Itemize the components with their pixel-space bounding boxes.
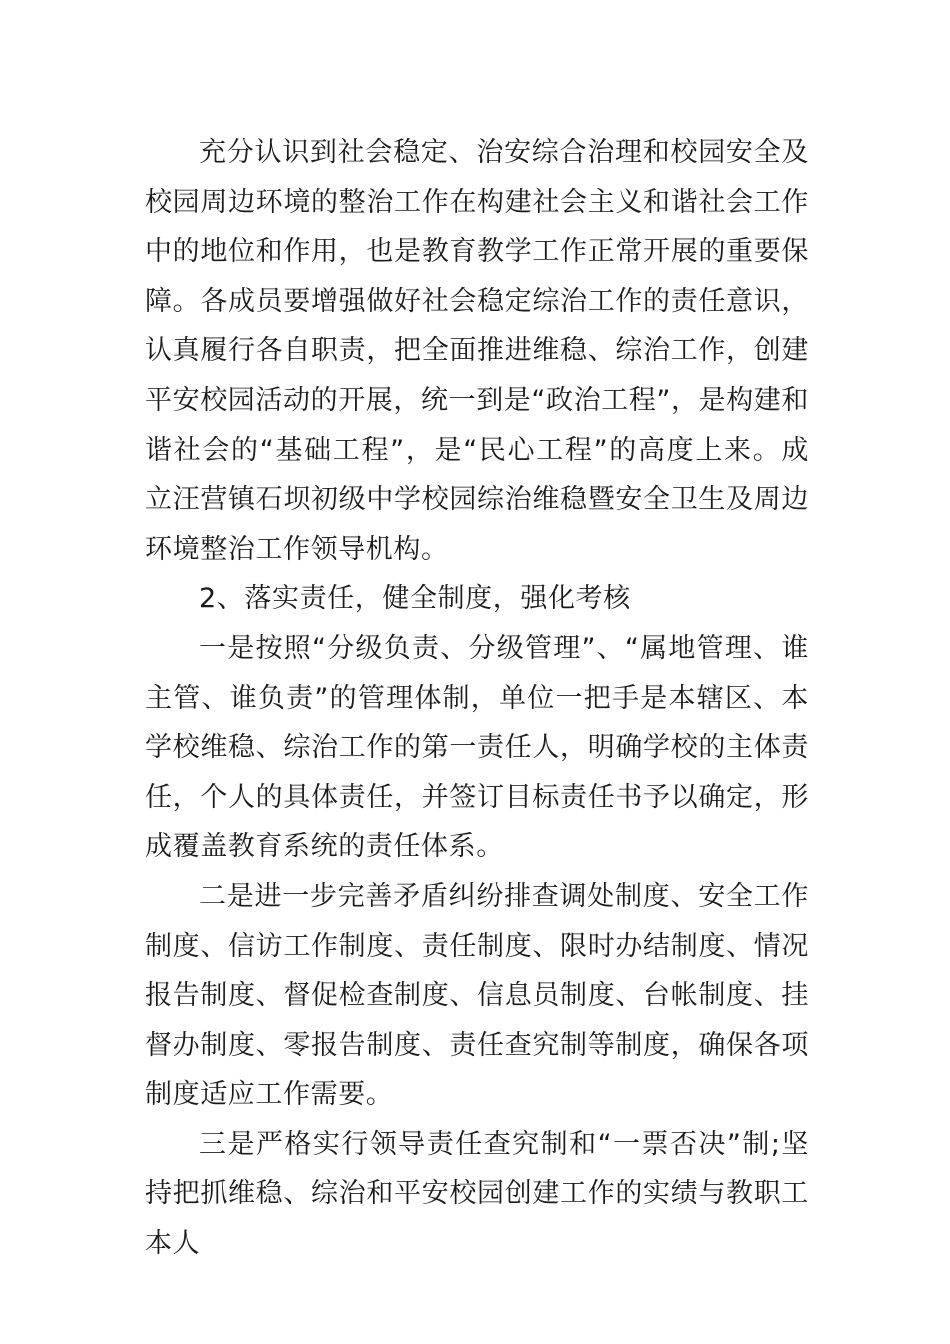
section-heading-responsibility: 2、落实责任，健全制度，强化考核	[199, 583, 631, 615]
paragraph-awareness: 充分认识到社会稳定、治安综合治理和校园安全及校园周边环境的整治工作在构建社会主义和谐社会工作中的地位和作用，也是教育教学工作正常开展的重要保障。各成员要增强做好社会稳定综治工作的责任意识，认真履行各自职责，把全面推进维稳、综治工作，创建平安校园活动的开展，统一到是“政治工程”，是构建和谐社会的“基础工程”，是“民心工程”的高度上来。成立汪营镇石坝初级中学校园综治维稳暨安全卫生及周边环境整治工作领导机构。	[145, 137, 809, 565]
paragraph-management-system: 一是按照“分级负责、分级管理”、“属地管理、谁主管、谁负责”的管理体制，单位一把手是本辖区、本学校维稳、综治工作的第一责任人，明确学校的主体责任，个人的具体责任，并签订目标责任书予以确定，形成覆盖教育系统的责任体系。	[145, 632, 809, 863]
paragraph-accountability: 三是严格实行领导责任查究制和“一票否决”制;坚持把抓维稳、综治和平安校园创建工作的实绩与教职工本人	[145, 1128, 809, 1260]
document-body	[145, 128, 809, 1269]
paragraph-institutions: 二是进一步完善矛盾纠纷排查调处制度、安全工作制度、信访工作制度、责任制度、限时办结制度、情况报告制度、督促检查制度、信息员制度、台帐制度、挂督办制度、零报告制度、责任查究制等制度，确保各项制度适应工作需要。	[145, 880, 809, 1111]
